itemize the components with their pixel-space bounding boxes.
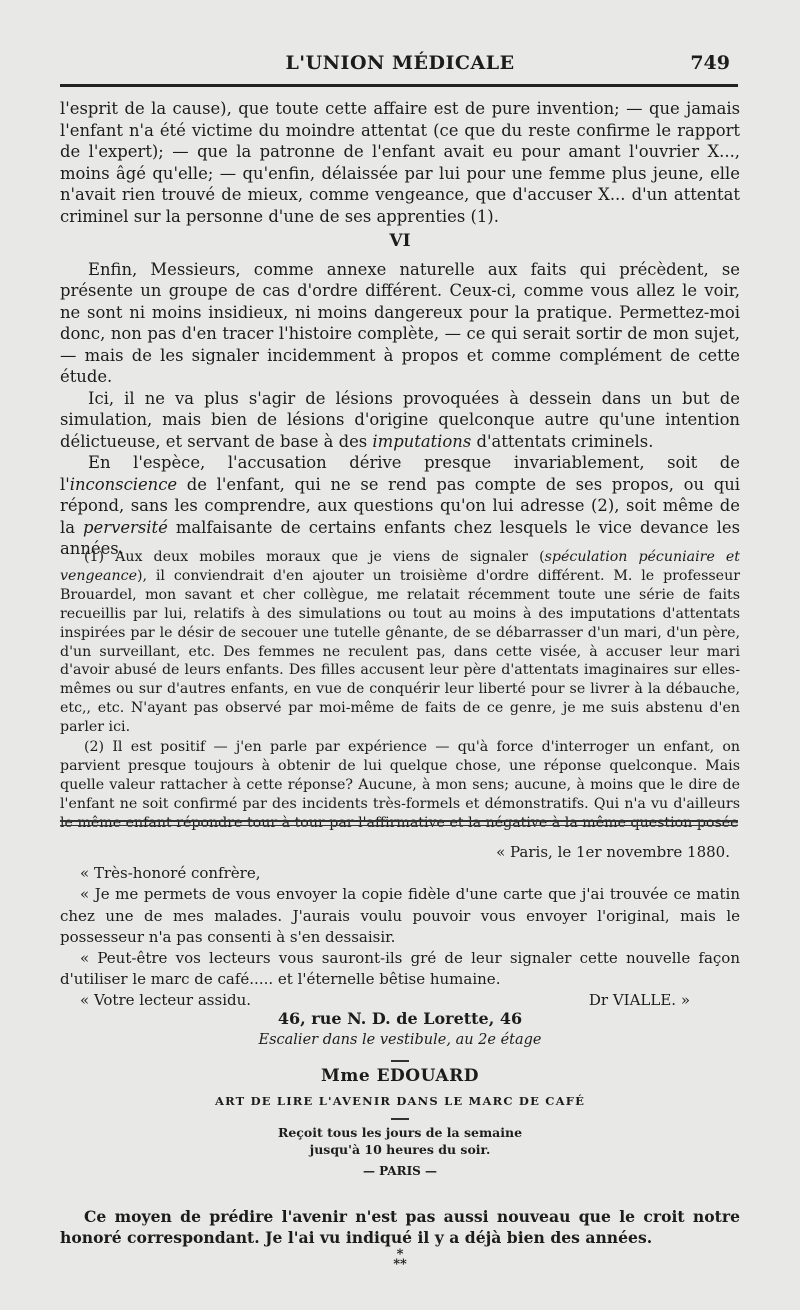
card-address: 46, rue N. D. de Lorette, 46 [277, 1009, 523, 1028]
footnote-2: (2) Il est positif — j'en parle par expérience — qu'à force d'interroger un enfant, on parvient presque toujours à obtenir de lui quelque chose, une réponse quelconque. Mais quelle valeur rattacher à cette réponse? Aucune, à mon sens; aucune, à moins que le dire de l'enfant ne soit confirmé par des incidents très-formels et démonstratifs. Qui n'a vu d'ailleurs le même enfant répondre tour à tour par l'affirmative et la négative à la même question posée [60, 739, 740, 831]
page-header [0, 52, 800, 82]
letter [60, 842, 740, 1012]
paragraph-ici: Ici, il ne va plus s'agir de lésions provoquées à dessein dans un but de simulation, mais bien de lésions d'origine quelconque autre qu'une intention délictueuse, et servant de base à des imputations d'attentats criminels. [60, 388, 740, 451]
section-divider [60, 820, 738, 826]
paragraph-espece: En l'espèce, l'accusation dérive presque invariablement, soit de l'inconscience de l'enfant, qui ne se rend pas compte de ses propos, ou qui répond, sans les comprendre, aux questions qu'on lui adresse (2), soit même de la perversité malfaisante de certains enfants chez lesquels le vice devance les années. [60, 453, 740, 558]
card-rule [391, 1060, 409, 1062]
letter-signature: Dr VIALLE. » [588, 991, 690, 1010]
closing-remark [60, 1206, 740, 1248]
section-number: VI [389, 231, 411, 251]
card-name: Mme EDOUARD [321, 1066, 479, 1086]
footnote-1: (1) Aux deux mobiles moraux que je viens de signaler (spéculation pécuniaire et vengeance), il conviendrait d'en ajouter un troisième d'ordre différent. M. le professeur Brouardel, mon savant et cher collègue, me relatait récemment toute une série de faits recueillis par lui, relatifs à des simulations ou tout au moins à des imputations d'attentats inspirées par le désir de secouer une tutelle gênante, de se débarrasser d'un mari, d'un père, d'un surveillant, etc. Des femmes ne reculent pas, dans cette visée, à accuser leur mari d'avoir abusé de leurs enfants. Des filles accusent leur père d'attentats imaginaires sur elles-mêmes ou sur d'autres enfants, en vue de conquérir leur liberté pour se livrer à la débauche, etc,, etc. N'ayant pas observé par moi-même de faits de ce genre, je me suis abstenu d'en parler ici. [60, 549, 740, 736]
card-hours: Reçoit tous les jours de la semaine jusqu'à 10 heures du soir. [277, 1125, 523, 1157]
card-city: — PARIS — [362, 1164, 438, 1178]
letter-closing: « Votre lecteur assidu. [80, 991, 252, 1010]
page-number: 749 [690, 52, 730, 74]
closing-paragraph: Ce moyen de prédire l'avenir n'est pas aussi nouveau que le croit notre honoré correspondant. Je l'ai vu indiqué il y a déjà bien des années. [60, 1207, 740, 1247]
paragraph-continuation: l'esprit de la cause), que toute cette affaire est de pure invention; — que jamais l'enfant n'a été victime du moindre attentat (ce que du reste confirme le rapport de l'expert); — que la patronne de l'enfant avait eu pour amant l'ouvrier X..., moins âgé qu'elle; — qu'enfin, délaissée par lui pour une femme plus jeune, elle n'avait rien trouvé de mieux, comme vengeance, que d'accuser X... d'un attentat criminel sur la personne d'une de ses apprenties (1). [60, 99, 740, 226]
card-rule [391, 1118, 409, 1120]
letter-paragraph: « Je me permets de vous envoyer la copie fidèle d'une carte que j'ai trouvée ce matin chez une de mes malades. J'aurais voulu pouvoir vous envoyer l'original, mais le possesseur n'a pas consenti à s'en dessaisir. [60, 885, 740, 946]
footnotes [60, 548, 740, 834]
header-rule [60, 84, 738, 87]
card-profession: ART DE LIRE L'AVENIR DANS LE MARC DE CAFÉ [214, 1094, 586, 1108]
letter-dateline: « Paris, le 1er novembre 1880. [496, 843, 730, 861]
paragraph-enfin: Enfin, Messieurs, comme annexe naturelle aux faits qui précèdent, se présente un groupe de cas d'ordre différent. Ceux-ci, comme vous allez le voir, ne sont ni moins insidieux, ni moins dangereux pour la pratique. Permettez-moi donc, non pas d'en tracer l'histoire complète, — ce qui serait sortir de mon sujet, — mais de les signaler incidemment à propos et comme complément de cette étude. [60, 259, 740, 386]
letter-paragraph: « Peut-être vos lecteurs vous sauront-ils gré de leur signaler cette nouvelle façon d'utiliser le marc de café..... et l'éternelle bêtise humaine. [60, 949, 740, 989]
letter-greeting: « Très-honoré confrère, [80, 864, 261, 883]
card-stair: Escalier dans le vestibule, au 2e étage [258, 1032, 542, 1048]
asterism: * ** [393, 1247, 407, 1272]
main-text [60, 98, 740, 560]
journal-title: L'UNION MÉDICALE [285, 52, 515, 74]
business-card [60, 1008, 740, 1188]
